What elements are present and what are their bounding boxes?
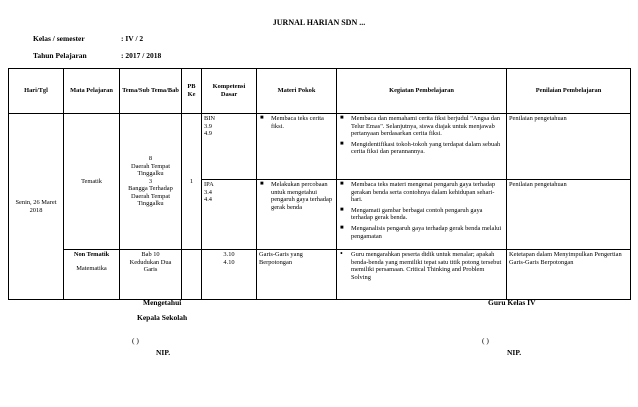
tema-cell: 8 Daerah Tempat Tinggalku 3 Bangga Terhadap Daerah Tempat Tinggalku xyxy=(120,114,182,250)
list-item: ■ Mengidentifikasi tokoh-tokoh yang terdapat dalam sebuah cerita fiksi dan perannannya. xyxy=(351,141,504,156)
sig-right-line1: Guru Kelas IV xyxy=(488,298,536,307)
header-tema: Tema/Sub Tema/Bab xyxy=(120,69,182,114)
kd-cell: IPA 3.4 4.4 xyxy=(202,180,257,250)
pb-cell: 1 xyxy=(182,114,202,250)
table-header-row xyxy=(9,69,631,114)
header-hari: Hari/Tgl xyxy=(9,69,64,114)
kd-cell: BIN 3.9 4.9 xyxy=(202,114,257,180)
tahun-value: : 2017 / 2018 xyxy=(121,51,162,60)
pb-cell xyxy=(182,250,202,300)
materi-cell xyxy=(257,180,337,250)
journal-table xyxy=(8,68,631,300)
penilaian-cell: Penilaian pengetahuan xyxy=(507,114,631,180)
mapel-label: Matematika xyxy=(76,264,107,272)
list-item: ■ Membaca dan memahami cerita fiksi berjudul "Angsa dan Telur Emas". Selanjutnya, siswa diajak untuk menjawab pertanyaan berdasarkan cerita fiksi. xyxy=(351,115,504,138)
header-penilaian: Penilaian Pembelajaran xyxy=(507,69,631,114)
materi-cell: Garis-Garis yang Berpotongan xyxy=(257,250,337,300)
list-item: ■ Membaca teks cerita fiksi. xyxy=(271,115,334,130)
tahun-label: Tahun Pelajaran xyxy=(33,51,87,60)
sig-left-nip: NIP. xyxy=(156,348,171,357)
list-item: ■ Membaca teks materi mengenai pengaruh gaya terhadap gerakan benda serta contohnya dalam kehidupan sehari-hari. xyxy=(351,181,504,204)
sig-right-nip: NIP. xyxy=(507,348,522,357)
materi-cell xyxy=(257,114,337,180)
nontematik-label: Non Tematik xyxy=(73,251,110,258)
tematik-cell: Tematik xyxy=(64,114,120,250)
list-item: ■ Mengamati gambar berbagai contoh pengaruh gaya terhadap gerak benda. xyxy=(351,207,504,222)
header-kd: Kompetensi Dasar xyxy=(202,69,257,114)
sig-right-blank: ( ) xyxy=(482,336,489,345)
sig-left-blank: ( ) xyxy=(132,336,139,345)
table-row xyxy=(9,114,631,180)
list-item: • Guru mengarahkan peserta didik untuk menalar; apakah benda-benda yang memiliki tepat satu titik potong tersebut memiliki persamaan. Critical Thinking and Problem Solving xyxy=(351,251,504,281)
kelas-value: : IV / 2 xyxy=(121,34,144,43)
penilaian-cell: Ketetapan dalam Menyimpulkan Pengertian Garis-Garis Berpotongan xyxy=(507,250,631,300)
list-item: ■ Melakukan percobaan untuk mengetahui pengaruh gaya terhadap gerak benda xyxy=(271,181,334,211)
header-materi: Materi Pokok xyxy=(257,69,337,114)
sig-left-line2: Kepala Sekolah xyxy=(137,313,188,322)
penilaian-cell: Penilaian pengetahuan xyxy=(507,180,631,250)
kd-cell: 3.10 4.10 xyxy=(202,250,257,300)
day-cell: Senin, 26 Maret 2018 xyxy=(9,114,64,300)
header-mapel: Mata Pelajaran xyxy=(64,69,120,114)
table-row xyxy=(9,250,631,300)
header-pb: PB Ke xyxy=(182,69,202,114)
list-item: ■ Menganalisis pengaruh gaya terhadap gerak benda melalui pengamatan xyxy=(351,225,504,240)
kelas-label: Kelas / semester xyxy=(33,34,85,43)
bab-cell: Bab 10 Kedudukan Dua Garis xyxy=(120,250,182,300)
header-kegiatan: Kegiatan Pembelajaran xyxy=(337,69,507,114)
kegiatan-cell xyxy=(337,114,507,180)
kegiatan-cell xyxy=(337,250,507,300)
sig-left-line1: Mengetahui xyxy=(143,298,182,307)
page-title: JURNAL HARIAN SDN ... xyxy=(272,18,366,27)
kegiatan-cell xyxy=(337,180,507,250)
nontematik-cell xyxy=(64,250,120,300)
